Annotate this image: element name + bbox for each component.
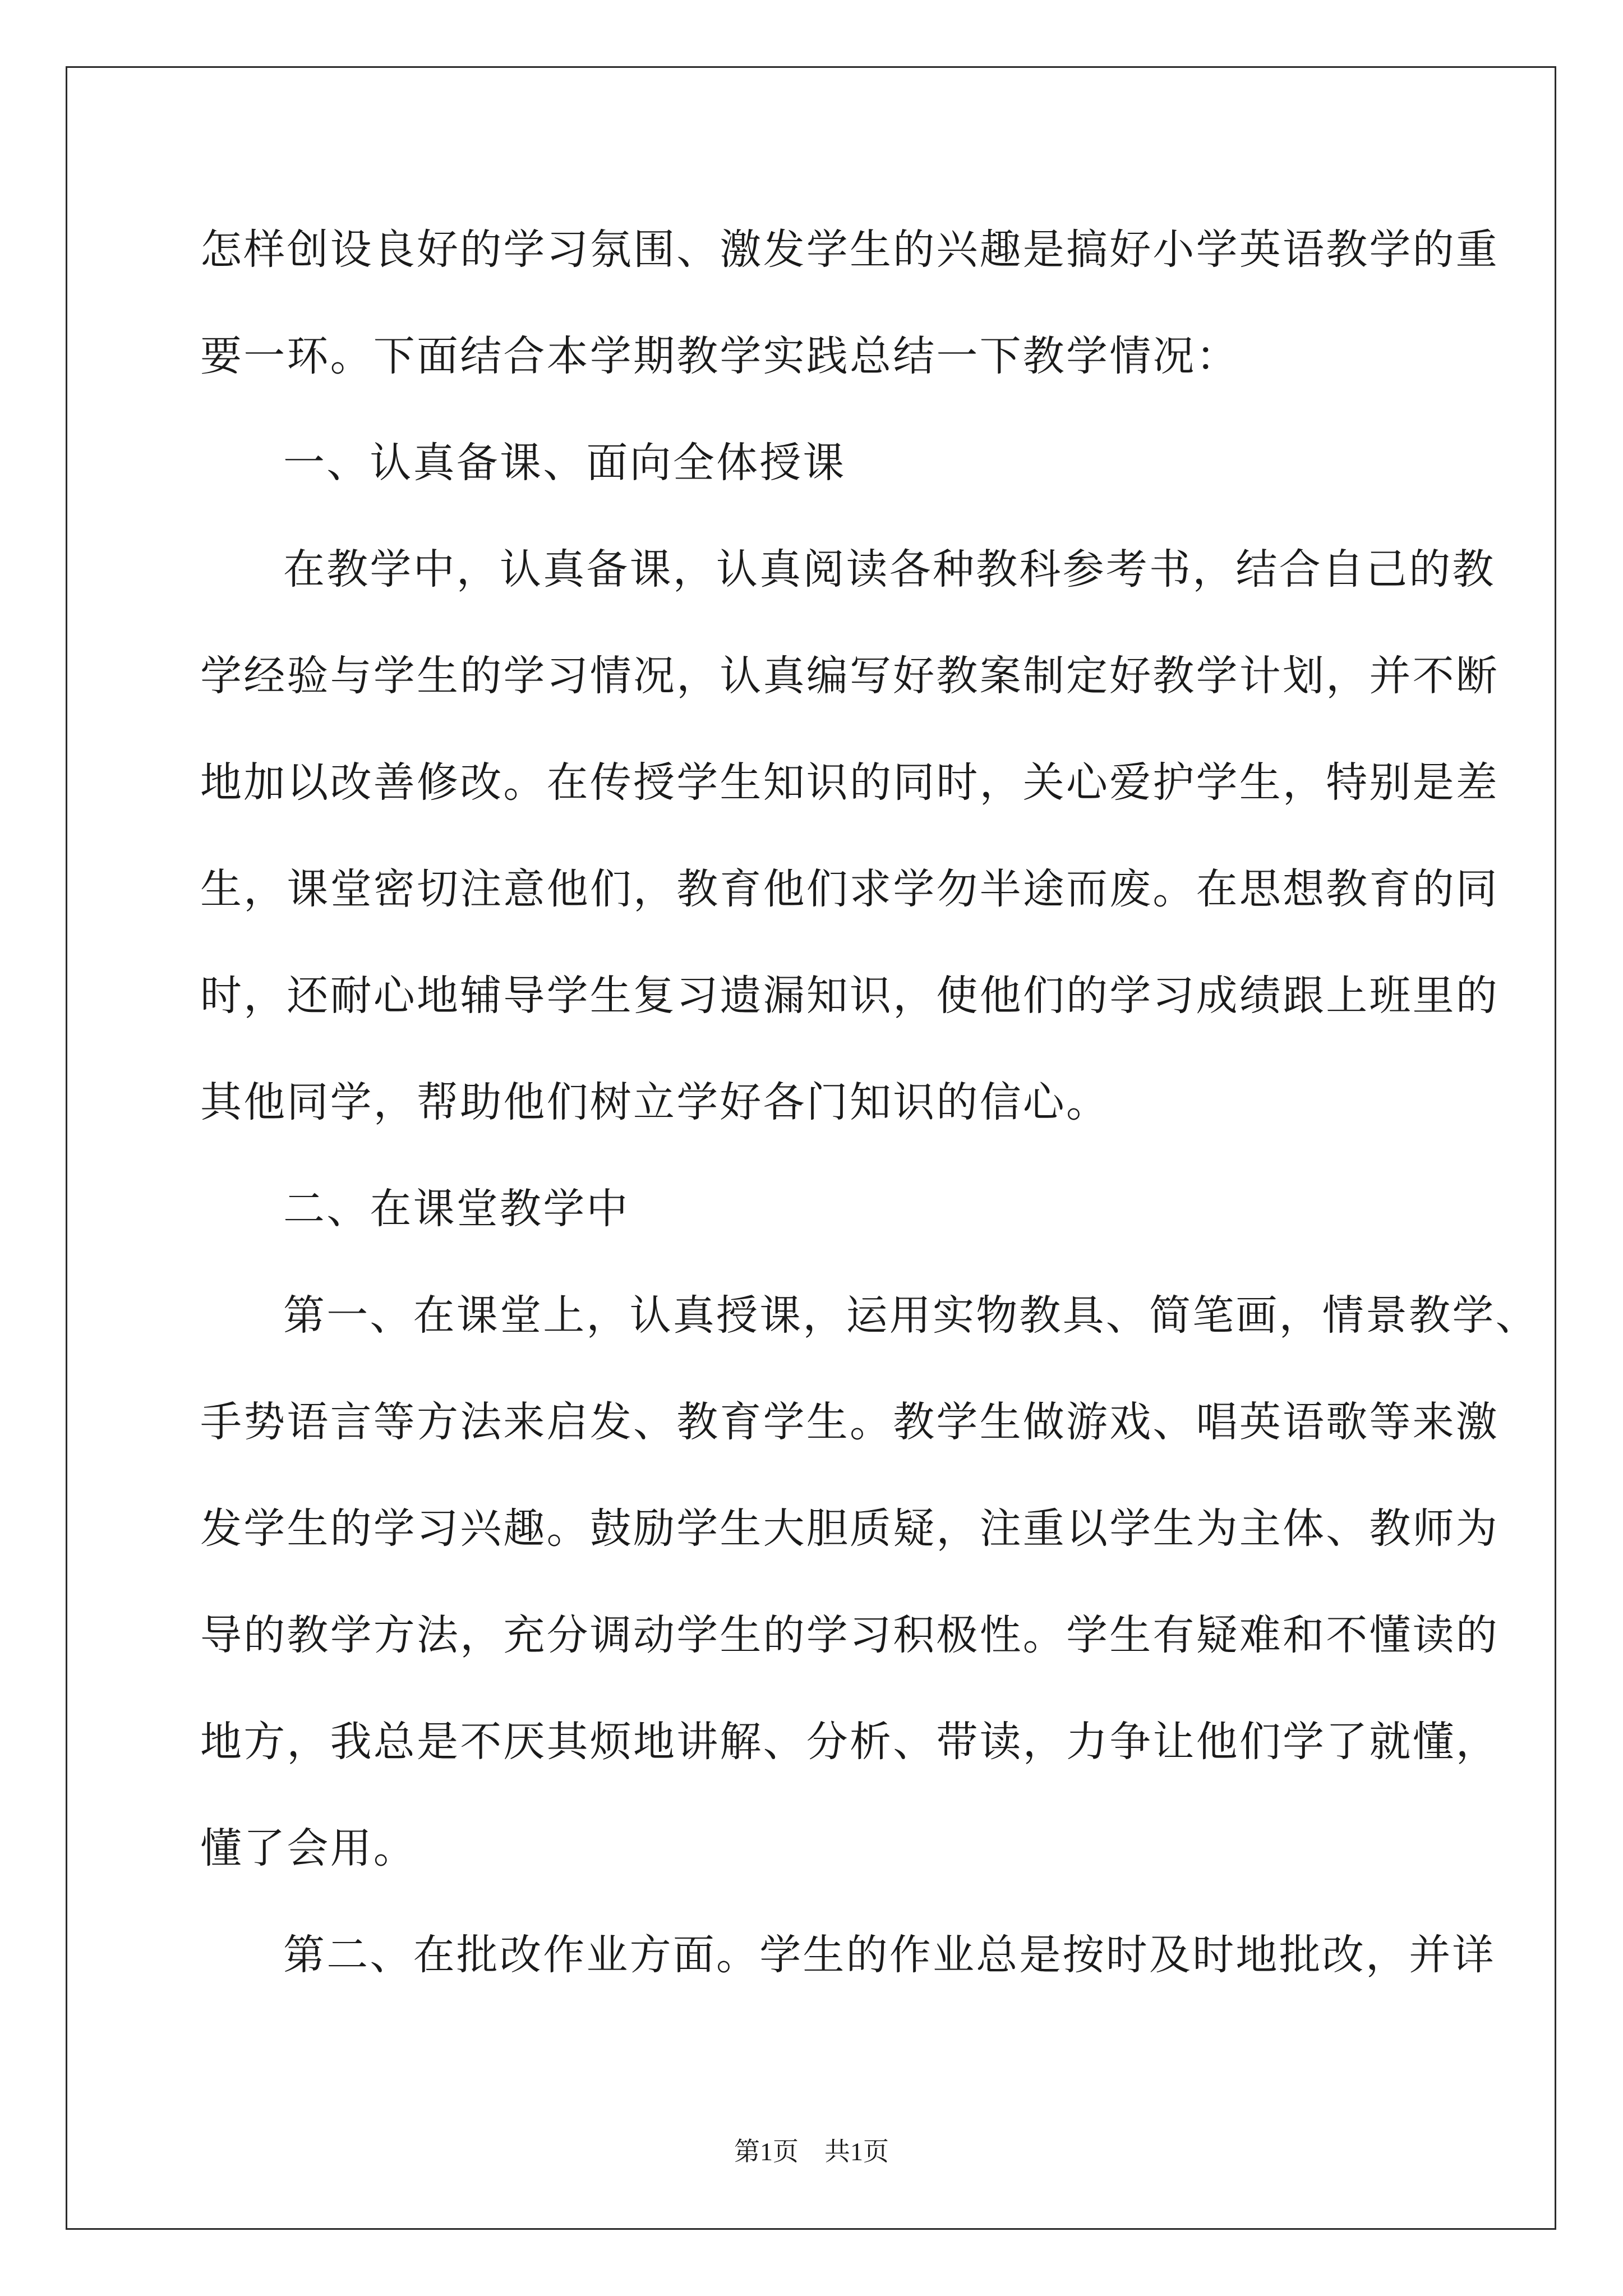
paragraph-line: 地加以改善修改。在传授学生知识的同时，关心爱护学生，特别是差 — [200, 758, 1499, 807]
paragraph-line: 手势语言等方法来启发、教育学生。教学生做游戏、唱英语歌等来激 — [200, 1398, 1499, 1446]
paragraph-line: 时，还耐心地辅导学生复习遗漏知识，使他们的学习成绩跟上班里的 — [200, 972, 1499, 1020]
paragraph-line: 导的教学方法，充分调动学生的学习积极性。学生有疑难和不懂读的 — [200, 1611, 1499, 1659]
section-heading-2: 二、在课堂教学中 — [283, 1185, 630, 1233]
paragraph-line: 怎样创设良好的学习氛围、激发学生的兴趣是搞好小学英语教学的重 — [200, 226, 1499, 274]
paragraph-line: 第一、在课堂上，认真授课，运用实物教具、简笔画，情景教学、 — [283, 1291, 1539, 1340]
paragraph-line: 学经验与学生的学习情况，认真编写好教案制定好教学计划，并不断 — [200, 652, 1499, 700]
paragraph-line: 地方，我总是不厌其烦地讲解、分析、带读，力争让他们学了就懂， — [200, 1718, 1499, 1766]
paragraph-line: 其他同学，帮助他们树立学好各门知识的信心。 — [200, 1078, 1110, 1126]
paragraph-line: 要一环。下面结合本学期教学实践总结一下教学情况： — [200, 332, 1239, 380]
paragraph-line: 第二、在批改作业方面。学生的作业总是按时及时地批改，并详 — [283, 1931, 1496, 1979]
paragraph-line: 在教学中，认真备课，认真阅读各种教科参考书，结合自己的教 — [283, 545, 1496, 593]
section-heading-1: 一、认真备课、面向全体授课 — [283, 439, 846, 487]
paragraph-line: 发学生的学习兴趣。鼓励学生大胆质疑，注重以学生为主体、教师为 — [200, 1504, 1499, 1553]
page-number-footer: 第1页 共1页 — [734, 2137, 889, 2166]
page-border — [66, 66, 1556, 2230]
paragraph-line: 懂了会用。 — [200, 1824, 417, 1872]
paragraph-line: 生，课堂密切注意他们，教育他们求学勿半途而废。在思想教育的同 — [200, 865, 1499, 913]
